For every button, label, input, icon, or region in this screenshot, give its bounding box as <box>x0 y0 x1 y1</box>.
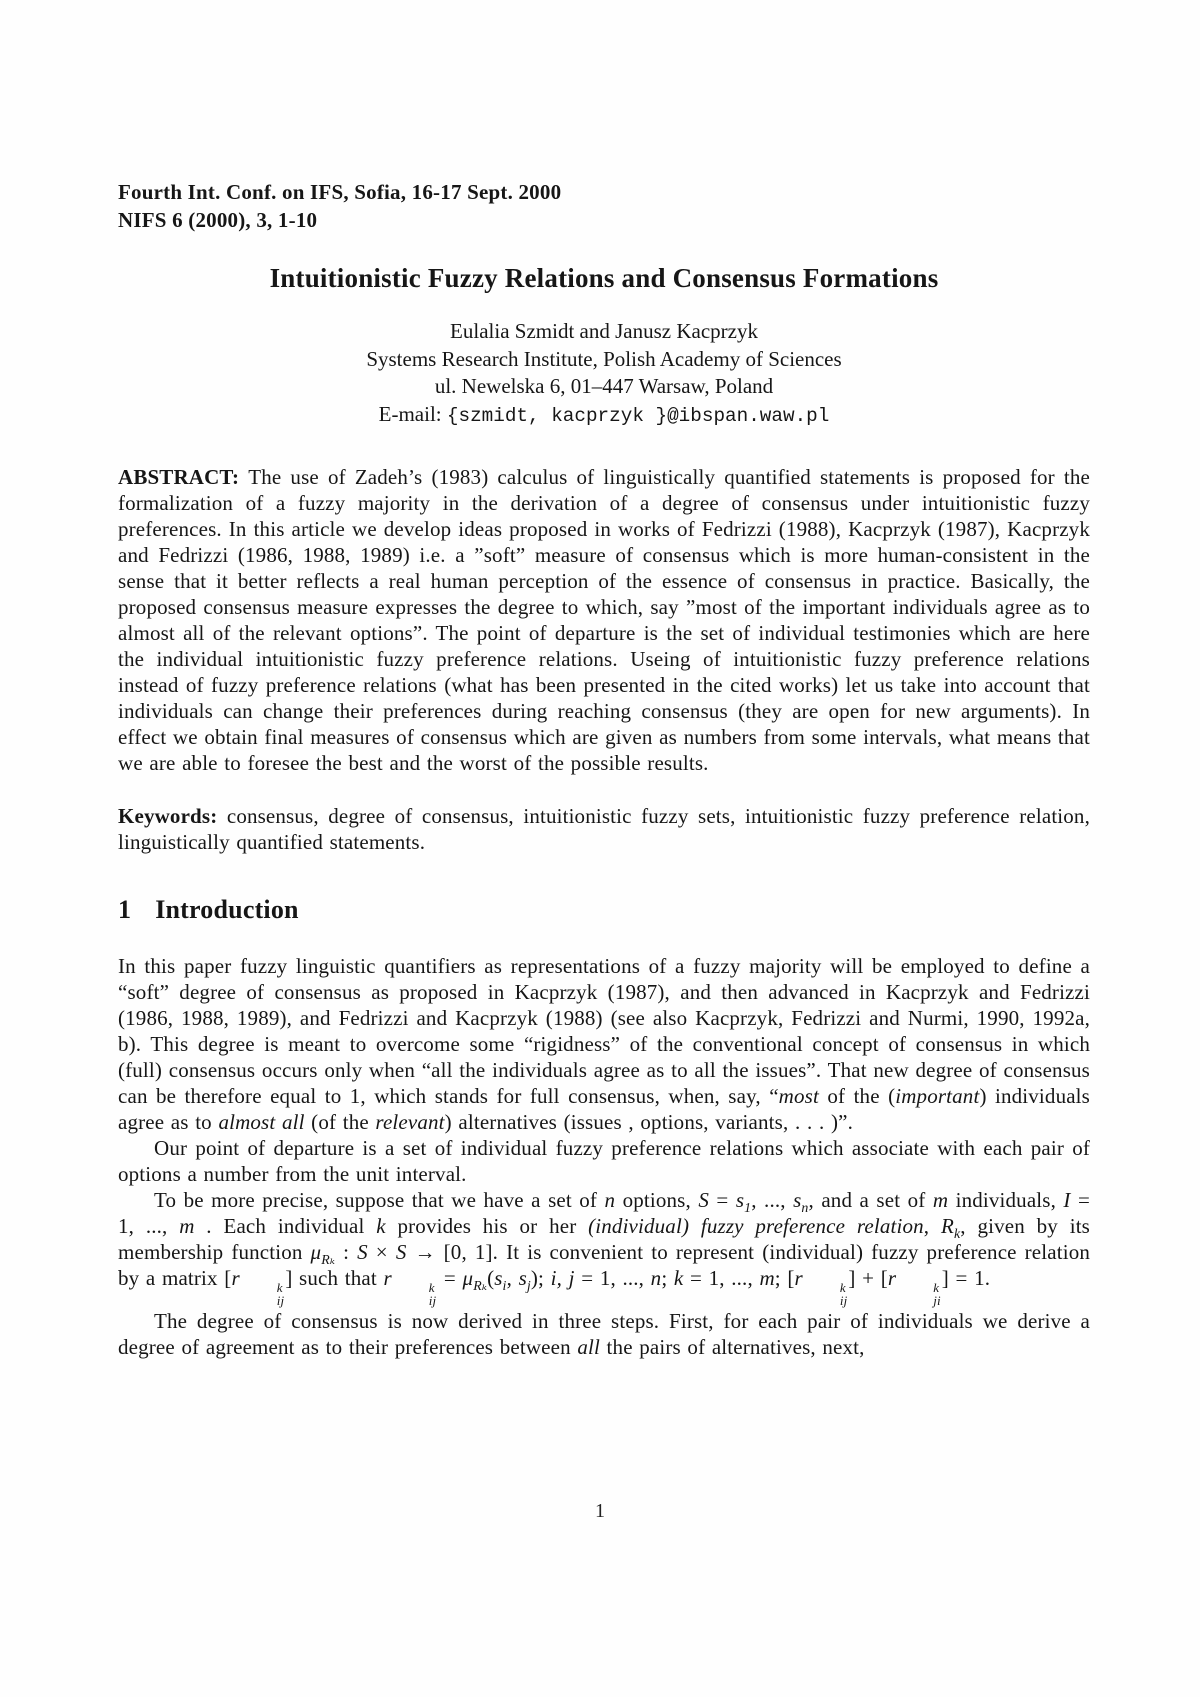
intro-paragraph-2: Our point of departure is a set of individual fuzzy preference relations which associate with each pair of options a number from the unit interval. <box>118 1136 1090 1186</box>
affiliation-institute: Systems Research Institute, Polish Academy of Sciences <box>366 346 842 371</box>
page-number: 1 <box>595 1500 605 1522</box>
page-header <box>118 178 1090 234</box>
keywords-paragraph: Keywords: consensus, degree of consensus, intuitionistic fuzzy sets, intuitionistic fuzzy preference relation, linguistically quantified statements. <box>118 804 1090 854</box>
intro-paragraph-4: The degree of consensus is now derived in three steps. First, for each pair of individuals we derive a degree of agreement as to their preferences between all the pairs of alternatives, next, <box>118 1308 1090 1359</box>
email-line: E-mail: {szmidt, kacprzyk }@ibspan.waw.pl <box>378 401 830 427</box>
paper-title: Intuitionistic Fuzzy Relations and Consensus Formations <box>269 263 939 293</box>
journal-ref-line: NIFS 6 (2000), 3, 1-10 <box>118 208 318 232</box>
abstract-paragraph: ABSTRACT: The use of Zadeh’s (1983) calculus of linguistically quantified statements is proposed for the formalization of a fuzzy majority in the derivation of a degree of consensus under intuitionistic fuzzy preferences. In this article we develop ideas proposed in works of Fedrizzi (1988), Kacprzyk (1987), Kacprzyk and Fedrizzi (1986, 1988, 1989) i.e. a ”soft” measure of consensus which is more human-consistent in the sense that it better reflects a real human perception of the essence of consensus in practice. Basically, the proposed consensus measure expresses the degree to which, say ”most of the important individuals agree as to almost all of the relevant options”. The point of departure is the set of individual testimonies which are here the individual intuitionistic fuzzy preference relations. Useing of intuitionistic fuzzy preference relations instead of fuzzy preference relations (what has been presented in the cited works) let us take into account that individuals can change their preferences during reaching consensus (they are open for new arguments). In effect we obtain final measures of consensus which are given as numbers from some intervals, what means that we are able to foresee the best and the worst of the possible results. <box>118 465 1090 775</box>
authors: Eulalia Szmidt and Janusz Kacprzyk <box>450 319 758 343</box>
conference-line: Fourth Int. Conf. on IFS, Sofia, 16-17 Sept. 2000 <box>118 180 562 204</box>
affiliation-address: ul. Newelska 6, 01–447 Warsaw, Poland <box>434 374 774 398</box>
intro-paragraph-1: In this paper fuzzy linguistic quantifiers as representations of a fuzzy majority will be employed to define a “soft” degree of consensus as proposed in Kacprzyk (1987), and then advanced in Kacprzyk and Fedrizzi (1986, 1988, 1989), and Fedrizzi and Kacprzyk (1988) (see also Kacprzyk, Fedrizzi and Nurmi, 1990, 1992a, b). This degree is meant to overcome some “rigidness” of the conventional concept of consensus in which (full) consensus occurs only when “all the individuals agree as to all the issues”. That new degree of consensus can be therefore equal to 1, which stands for full consensus, when, say, “most of the (important) individuals agree as to almost all (of the relevant) alternatives (issues , options, variants, . . . )”. <box>118 954 1090 1134</box>
section-title: Introduction <box>155 895 299 924</box>
intro-paragraph-3: To be more precise, suppose that we have a set of n options, $S = s_1$, ..., $s_n$, and a set of m individuals, I = 1, ..., m . Each individual k provides his or her (individual) fuzzy preference relation, $R_k$, given by its membership function $\mu_{R_k}$ : S × S → [0, 1]. It is convenient to represent (individual) fuzzy preference relation by a matrix [r k ij ] such that r k ij = $\mu_{R_k}(s_i$, $s_j$); i, j = 1, ..., n; k = 1, ..., m; [r k ij ] + [r k ji ] = 1. <box>118 1188 1091 1309</box>
author-block <box>118 318 1090 430</box>
section-heading-introduction <box>118 895 1090 925</box>
section-number: 1 <box>118 895 132 924</box>
